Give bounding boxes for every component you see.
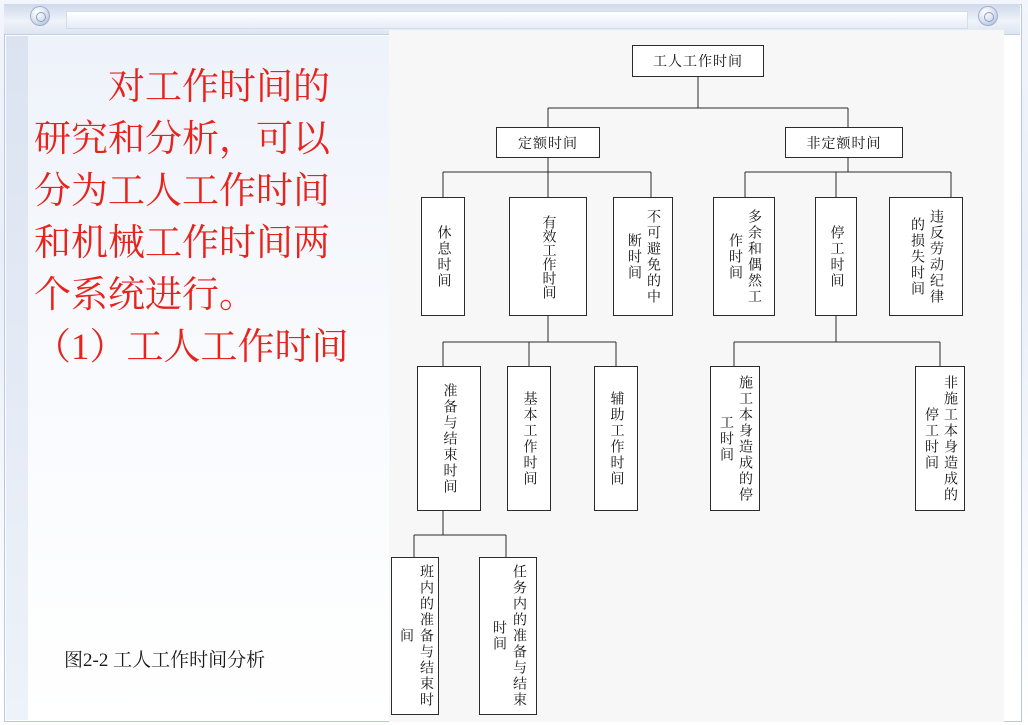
topbar-inner-bar <box>66 11 968 29</box>
node-unavoidable-interruption-time: 不可避免的中断时间 <box>613 197 673 316</box>
slide-accent-bar <box>6 36 28 720</box>
body-line-2: 研究和分析，可以 <box>34 119 330 160</box>
node-root: 工人工作时间 <box>632 45 764 77</box>
body-line-3: 分为工人工作时间 <box>34 171 330 212</box>
node-rest-time: 休息时间 <box>421 197 465 316</box>
node-shift-prepare-finish-time: 班内的准备与结束时间 <box>391 557 439 715</box>
node-basic-work-time: 基本工作时间 <box>507 366 551 511</box>
slide-body-text <box>34 62 386 374</box>
node-surplus-accidental-work-time: 多余和偶然工作时间 <box>713 197 775 316</box>
decorative-knob-left-icon <box>30 6 50 26</box>
node-prepare-finish-time: 准备与结束时间 <box>417 366 481 511</box>
decorative-knob-right-icon <box>978 6 998 26</box>
body-line-5: 个系统进行。 <box>34 275 256 316</box>
body-line-1: 对工作时间的 <box>108 67 330 108</box>
node-assistant-work-time: 辅助工作时间 <box>594 366 638 511</box>
node-effective-work-time-label: 有效工作时间 <box>540 214 556 299</box>
node-nonquota-time: 非定额时间 <box>785 127 903 158</box>
node-stop-caused-by-construction: 施工本身造成的停工时间 <box>710 366 760 511</box>
work-time-tree-diagram <box>389 30 1004 722</box>
body-line-4: 和机械工作时间两 <box>34 223 330 264</box>
node-labor-discipline-loss-time: 违反劳动纪律的损失时间 <box>889 197 963 316</box>
node-effective-work-time <box>509 197 587 316</box>
figure-caption: 图2-2 工人工作时间分析 <box>64 650 266 671</box>
node-stop-not-caused-by-construction: 非施工本身造成的停工时间 <box>915 366 965 511</box>
node-quota-time: 定额时间 <box>496 127 600 158</box>
node-task-prepare-finish-time: 任务内的准备与结束时间 <box>479 557 537 715</box>
body-line-6: （1）工人工作时间 <box>34 327 349 368</box>
node-stop-work-time: 停工时间 <box>815 197 857 316</box>
